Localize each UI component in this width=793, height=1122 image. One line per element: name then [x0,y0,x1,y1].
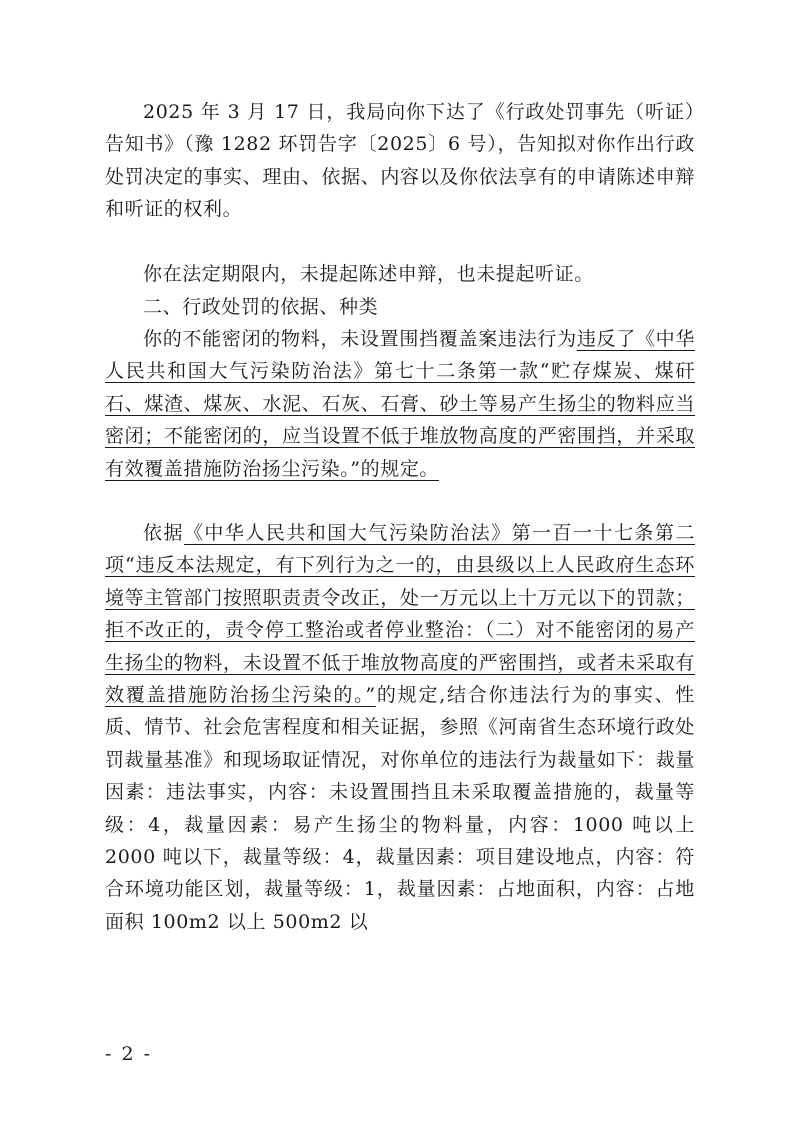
page-number: - 2 - [105,1043,153,1065]
underlined-law-citation: 违反了《中华人民共和国大气污染防治法》第七十二条第一款“贮存煤炭、煤矸石、煤渣、煤灰、水泥、石灰、石膏、砂土等易产生扬尘的物料应当密闭；不能密闭的，应当设置不低于堆放物高度的严密围挡，并采取有效覆盖措施防治扬尘污染。”的规定。 [105,328,696,480]
paragraph-text: 你的不能密闭的物料，未设置围挡覆盖案违法行为 [143,328,577,350]
underlined-law-citation: 《中华人民共和国大气污染防治法》第一百一十七条第二项“违反本法规定，有下列行为之一的，由县级以上人民政府生态环境等主管部门按照职责责令改正，处一万元以上十万元以下的罚款；拒不改正的，责令停工整治或者停业整治：（二）对不能密闭的易产生扬尘的物料，未设置不低于堆放物高度的严密围挡，或者未采取有效覆盖措施防治扬尘污染的。” [105,522,695,707]
paragraph-penalty-basis [105,517,695,938]
paragraph-notice-history [105,96,695,226]
paragraph-text: 依据 [143,522,184,544]
paragraph-text: 2025 年 3 月 17 日，我局向你下达了《行政处罚事先（听证）告知书》（豫 1282 环罚告字〔2025〕6 号），告知拟对你作出行政处罚决定的事实、理由、依据、内容以及你依法享有的申请陈述申辩和听证的权利。 [105,101,695,221]
paragraph-no-defense [105,258,695,290]
paragraph-text: 你在法定期限内，未提起陈述申辩，也未提起听证。 [143,263,594,285]
paragraph-violation [105,323,695,485]
section-heading [105,291,695,323]
paragraph-text: 的规定,结合你违法行为的事实、性质、情节、社会危害程度和相关证据，参照《河南省生态环境行政处罚裁量基准》和现场取证情况，对你单位的违法行为裁量如下：裁量因素：违法事实，内容：未设置围挡且未采取覆盖措施的，裁量等级：4，裁量因素：易产生扬尘的物料量，内容：1000 吨以上 2000 吨以下，裁量等级：4，裁量因素：项目建设地点，内容：符合环境功能区划，裁量等级：1，裁量因素：占地面积，内容：占地面积 100m2 以上 500m2 以 [105,684,696,933]
heading-text: 二、行政处罚的依据、种类 [143,296,379,318]
